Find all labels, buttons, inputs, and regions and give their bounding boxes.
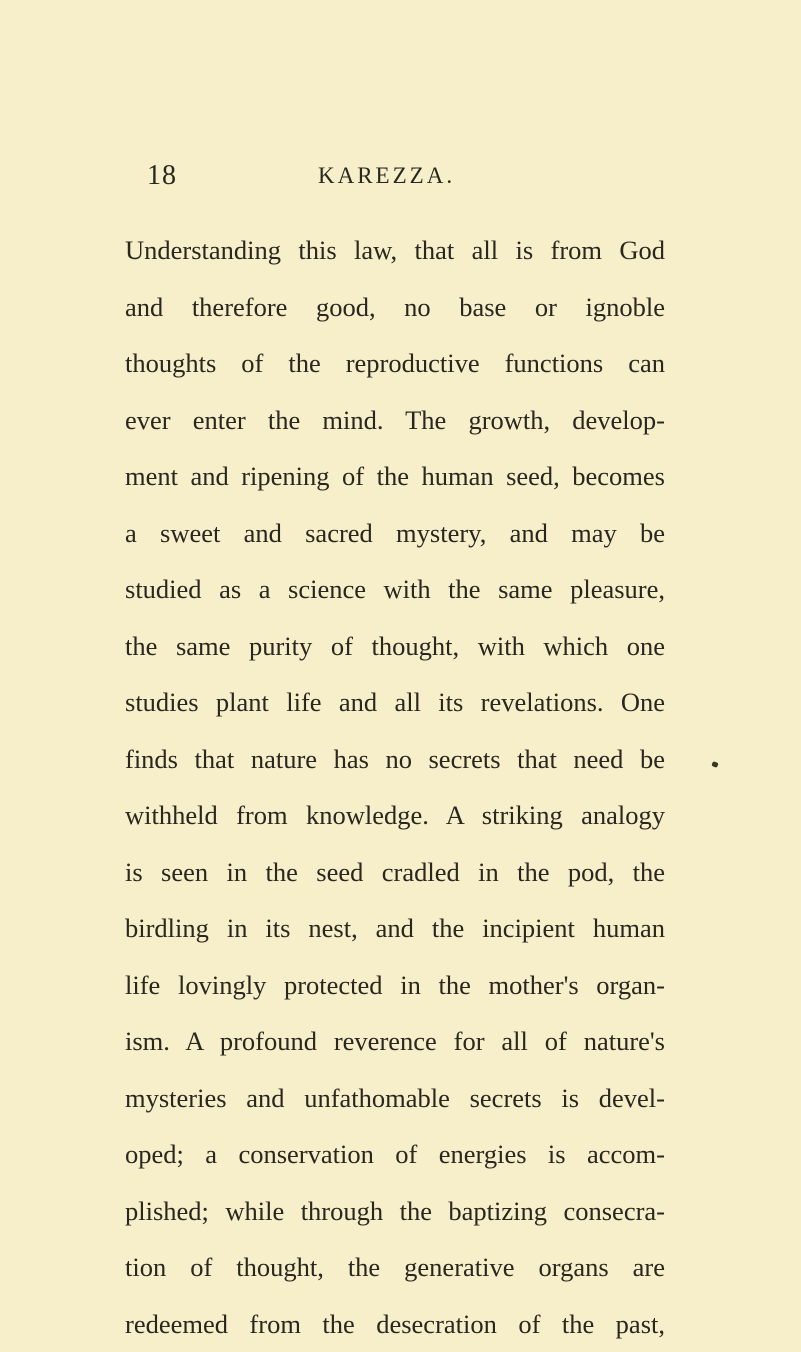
text-line: ism. A profound reverence for all of nature's (125, 1013, 665, 1070)
text-line: and therefore good, no base or ignoble (125, 279, 665, 336)
text-line: ever enter the mind. The growth, develop- (125, 392, 665, 449)
text-line: a sweet and sacred mystery, and may be (125, 505, 665, 562)
page-header (0, 160, 801, 200)
text-line: thoughts of the reproductive functions can (125, 335, 665, 392)
text-line: birdling in its nest, and the incipient human (125, 900, 665, 957)
text-line: the same purity of thought, with which one (125, 618, 665, 675)
text-line: Understanding this law, that all is from God (125, 222, 665, 279)
text-line: studied as a science with the same pleasure, (125, 561, 665, 618)
text-line: plished; while through the baptizing consecra- (125, 1183, 665, 1240)
page-number: 18 (147, 160, 177, 192)
text-line: tion of thought, the generative organs are (125, 1239, 665, 1296)
text-line: finds that nature has no secrets that need be (125, 731, 665, 788)
text-line: oped; a conservation of energies is accom- (125, 1126, 665, 1183)
text-line: life lovingly protected in the mother's organ- (125, 957, 665, 1014)
text-line: ment and ripening of the human seed, becomes (125, 448, 665, 505)
text-line: studies plant life and all its revelations. One (125, 674, 665, 731)
text-line: is seen in the seed cradled in the pod, the (125, 844, 665, 901)
running-title: KAREZZA. (318, 163, 455, 189)
text-line: redeemed from the desecration of the past, (125, 1296, 665, 1352)
body-paragraph (125, 222, 665, 1352)
text-line: withheld from knowledge. A striking analogy (125, 787, 665, 844)
text-line: mysteries and unfathomable secrets is devel- (125, 1070, 665, 1127)
ink-speck (711, 761, 718, 768)
